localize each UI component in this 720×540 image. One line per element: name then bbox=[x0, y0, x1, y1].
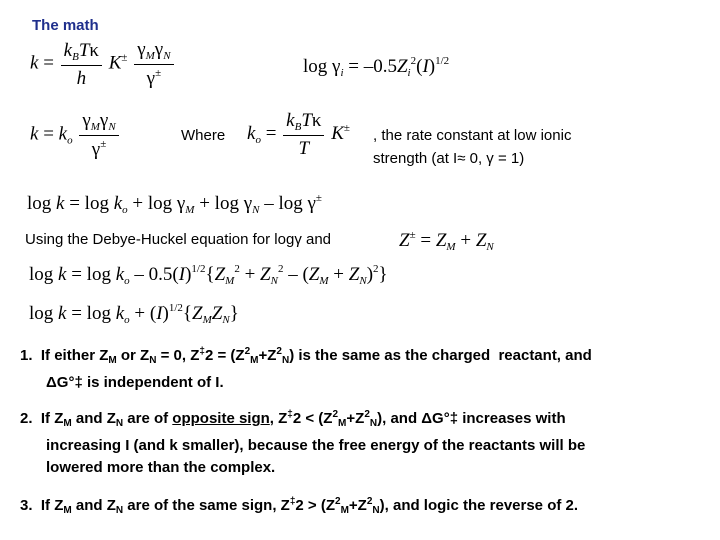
list-item: 2. If $Z_M$ and $Z_N$ are of opposite sign, $Z^\ddagger 2 < (Z^2_M+Z^2_N)$, and ΔG°‡ increases with increasing I (and k smaller), because the free energy of the reactants will be lowered more than the complex. bbox=[20, 409, 586, 476]
list-item-number: 1. bbox=[20, 347, 41, 364]
slide-title: The math bbox=[32, 17, 99, 34]
where-label: Where bbox=[181, 127, 226, 144]
list-item: 3. If $Z_M$ and $Z_N$ are of the same sign, $Z^\ddagger 2 > (Z^2_M+Z^2_N)$, and logic the reverse of 2. bbox=[20, 496, 579, 516]
list-item-number: 3. bbox=[20, 497, 41, 514]
rate-note-line2: strength (at I≈ 0, γ = 1) bbox=[373, 150, 525, 167]
equation-log-k-simplified: $\log k = \log k_o + (I)^{1/2}\{Z_MZ_N\}$ bbox=[29, 302, 239, 326]
list-item: 1. If either $Z_M$ or $Z_N = 0$, $Z^\ddagger 2 = (Z^2_M+Z^2_N)$ is the same as the charged reactant, and ΔG°‡ is independent of I. bbox=[20, 346, 592, 391]
debye-huckel-label: Using the Debye-Huckel equation for logγ and bbox=[25, 231, 332, 248]
list-item-number: 2. bbox=[20, 410, 41, 427]
equation-k-ko: $k = k_o$ $\frac{\gamma_M\gamma_N}{\gamma^\pm}$ bbox=[30, 111, 121, 159]
equation-log-k-expanded: $\log k = \log k_o - 0.5(I)^{1/2}\{Z_M^2 + Z_N^2 - (Z_M + Z_N)^2\}$ bbox=[29, 263, 388, 287]
equation-log-k: $\log k = \log k_o + \log \gamma_M + \log \gamma_N - \log \gamma^\pm$ bbox=[27, 192, 322, 216]
rate-note-line1: , the rate constant at low ionic bbox=[373, 127, 572, 144]
equation-debye-huckel: $\log \gamma_i = -0.5Z_i^2(I)^{1/2}$ bbox=[303, 55, 450, 79]
equation-rate-constant: k = $\frac{k_BT\kappa}{h}$ K± $\frac{\gamma_M\gamma_N}{\gamma^\pm}$ bbox=[30, 40, 176, 88]
equation-ko-definition: $k_o$ = $\frac{k_BT\kappa}{T}$ K± bbox=[247, 110, 350, 159]
equation-z-sum: $Z^\pm = Z_M + Z_N$ bbox=[399, 229, 494, 253]
